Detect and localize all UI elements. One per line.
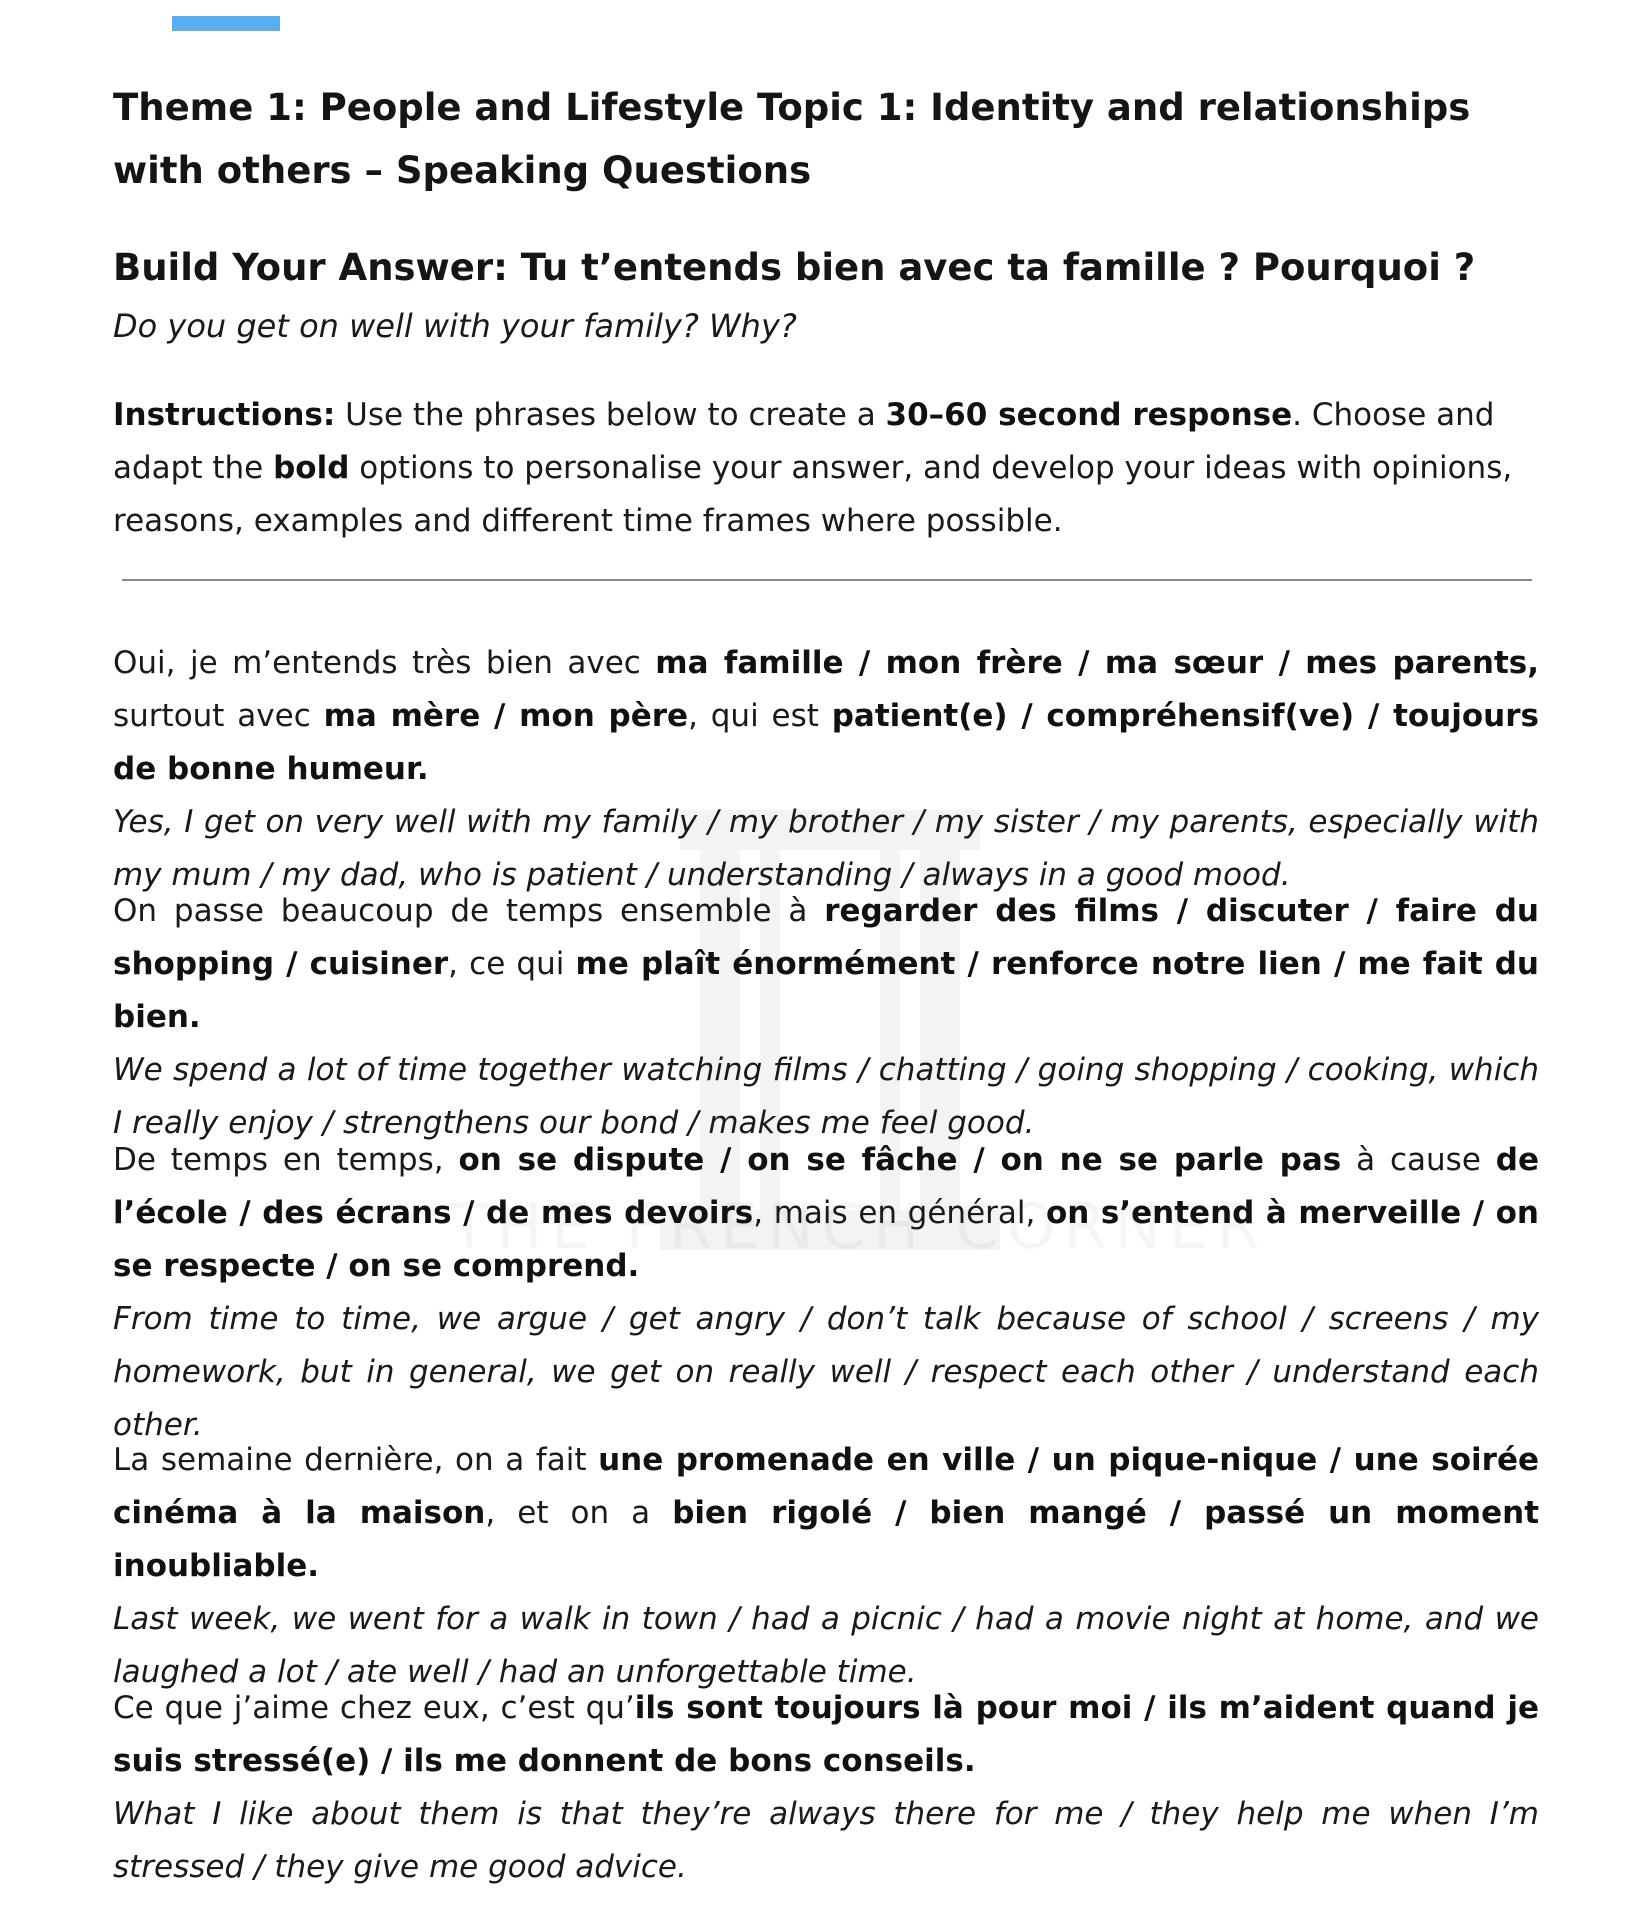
accent-bar (172, 16, 280, 31)
french-sentence (113, 885, 1539, 1044)
page-title: Theme 1: People and Lifestyle Topic 1: Identity and relationships with others – Speaking Questions (113, 86, 1471, 192)
answer-block-5 (113, 1682, 1539, 1894)
fr-segment: surtout avec (113, 698, 324, 734)
question-heading: Build Your Answer: Tu t’entends bien avec ta famille ? Pourquoi ? (113, 246, 1476, 289)
fr-option: on se dispute / on se fâche / on ne se parle pas (458, 1142, 1342, 1178)
fr-option: regarder des films / discuter / faire du shopping / cuisiner (113, 893, 1539, 982)
answer-block-3 (113, 1134, 1539, 1452)
fr-option: me plaît énormément / renforce notre lien / me fait du bien. (113, 946, 1539, 1035)
instructions-text-1: Use the phrases below to create a (335, 397, 886, 433)
fr-option: ma famille / mon frère / ma sœur / mes parents, (655, 645, 1539, 681)
instructions-label: Instructions: (113, 397, 336, 433)
french-sentence (113, 1682, 1539, 1788)
fr-segment: La semaine dernière, on a fait (113, 1442, 599, 1478)
instructions (113, 389, 1539, 548)
french-sentence (113, 1134, 1539, 1293)
fr-segment: On passe beaucoup de temps ensemble à (113, 893, 825, 929)
fr-segment: à cause (1341, 1142, 1496, 1178)
instructions-emphasis-1: 30–60 second response (885, 397, 1293, 433)
fr-option: ma mère / mon père (323, 698, 689, 734)
french-sentence (113, 637, 1539, 796)
english-translation: Yes, I get on very well with my family / my brother / my sister / my parents, especially with my mum / my dad, who is patient / understanding / always in a good mood. (113, 804, 1539, 893)
fr-option: on s’entend à merveille / on se respecte / on se comprend. (113, 1195, 1539, 1284)
divider (122, 579, 1532, 581)
english-translation: What I like about them is that they’re always there for me / they help me when I’m stressed / they give me good advice. (113, 1796, 1539, 1885)
fr-segment: , mais en général, (753, 1195, 1046, 1231)
instructions-text-2: . Choose and adapt the (113, 397, 1495, 486)
fr-segment: Oui, je m’entends très bien avec (113, 645, 656, 681)
fr-segment: Ce que j’aime chez eux, c’est qu’ (113, 1690, 635, 1726)
instructions-text-3: options to personalise your answer, and develop your ideas with opinions, reasons, examples and different time frames where possible. (113, 450, 1513, 539)
answer-block-1 (113, 637, 1539, 902)
fr-option: ils sont toujours là pour moi / ils m’aident quand je suis stressé(e) / ils me donnent de bons conseils. (113, 1690, 1540, 1779)
english-translation: From time to time, we argue / get angry / don’t talk because of school / screens / my homework, but in general, we get on really well / respect each other / understand each other. (113, 1301, 1539, 1443)
answer-block-2 (113, 885, 1539, 1150)
fr-segment: , et on a (485, 1495, 673, 1531)
english-translation: Last week, we went for a walk in town / had a picnic / had a movie night at home, and we laughed a lot / ate well / had an unforgettable time. (113, 1601, 1539, 1690)
question-translation: Do you get on well with your family? Why? (113, 307, 797, 345)
fr-segment: De temps en temps, (113, 1142, 459, 1178)
fr-option: bien rigolé / bien mangé / passé un moment inoubliable. (113, 1495, 1540, 1584)
french-sentence (113, 1434, 1539, 1593)
english-translation: We spend a lot of time together watching films / chatting / going shopping / cooking, which I really enjoy / strengthens our bond / makes me feel good. (113, 1052, 1539, 1141)
fr-option: patient(e) / compréhensif(ve) / toujours de bonne humeur. (113, 698, 1539, 787)
fr-segment: , ce qui (448, 946, 576, 982)
answer-block-4 (113, 1434, 1539, 1699)
instructions-emphasis-2: bold (273, 450, 350, 486)
fr-option: une promenade en ville / un pique-nique / une soirée cinéma à la maison (113, 1442, 1540, 1531)
fr-option: de l’école / des écrans / de mes devoirs (113, 1142, 1539, 1231)
fr-segment: , qui est (688, 698, 832, 734)
